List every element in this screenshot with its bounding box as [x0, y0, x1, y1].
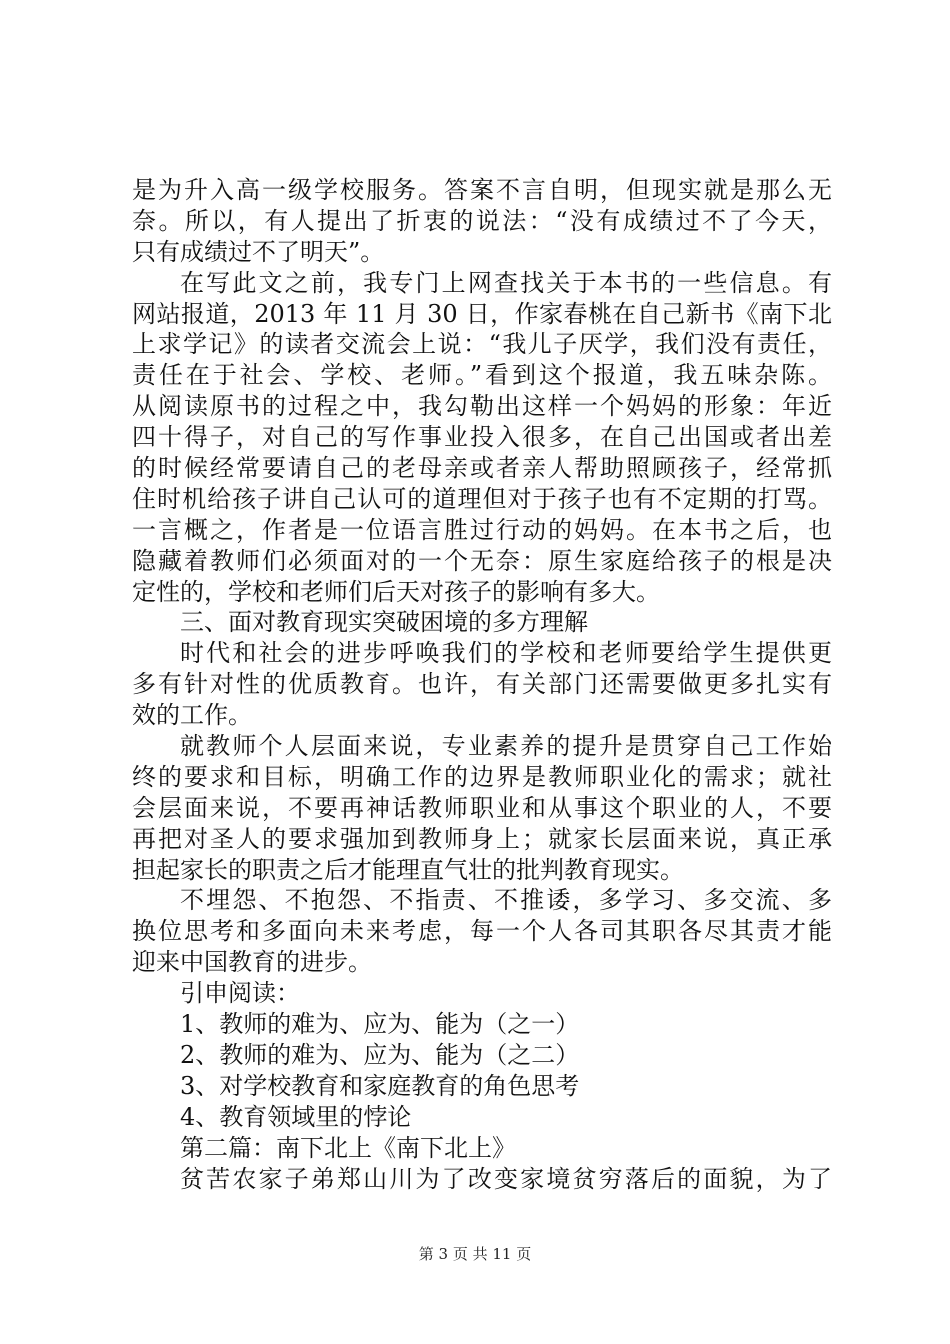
text-line: 一言概之，作者是一位语言胜过行动的妈妈。在本书之后，也 — [132, 515, 832, 544]
text-line: 定性的，学校和老师们后天对孩子的影响有多大。 — [132, 577, 660, 606]
text-line: 效的工作。 — [132, 701, 252, 730]
text-line: 不埋怨、不抱怨、不指责、不推诿，多学习、多交流、多 — [180, 886, 832, 915]
text-line: 上求学记》的读者交流会上说：“我儿子厌学，我们没有责任， — [132, 330, 832, 359]
page-footer: 第 3 页 共 11 页 — [418, 1245, 532, 1263]
text-line: 就教师个人层面来说，专业素养的提升是贯穿自己工作始 — [180, 732, 832, 761]
text-line: 的时候经常要请自己的老母亲或者亲人帮助照顾孩子，经常抓 — [132, 454, 832, 483]
text-line: 网站报道，2013 年 11 月 30 日，作家春桃在自己新书《南下北 — [132, 299, 832, 328]
text-line: 责任在于社会、学校、老师。”看到这个报道，我五味杂陈。 — [132, 361, 832, 390]
section-heading: 三、面对教育现实突破困境的多方理解 — [180, 608, 588, 637]
text-line: 隐藏着教师们必须面对的一个无奈：原生家庭给孩子的根是决 — [132, 546, 832, 575]
text-line: 奈。所以，有人提出了折衷的说法：“没有成绩过不了今天， — [132, 206, 832, 235]
text-line: 会层面来说，不要再神话教师职业和从事这个职业的人，不要 — [132, 793, 832, 822]
reading-list-item: 2、教师的难为、应为、能为（之二） — [180, 1040, 580, 1069]
text-line: 迎来中国教育的进步。 — [132, 948, 372, 977]
text-line: 是为升入高一级学校服务。答案不言自明，但现实就是那么无 — [132, 176, 832, 204]
text-line: 担起家长的职责之后才能理直气壮的批判教育现实。 — [132, 855, 684, 884]
article-title: 第二篇：南下北上《南下北上》 — [180, 1133, 516, 1162]
text-line: 再把对圣人的要求强加到教师身上；就家长层面来说，真正承 — [132, 824, 832, 853]
reading-list-heading: 引申阅读： — [180, 979, 300, 1008]
text-line: 换位思考和多面向未来考虑，每一个人各司其职各尽其责才能 — [132, 917, 832, 946]
document-body — [132, 175, 832, 1194]
text-line: 四十得子，对自己的写作事业投入很多，在自己出国或者出差 — [132, 423, 832, 452]
reading-list-item: 4、教育领域里的悖论 — [180, 1102, 412, 1131]
text-line: 只有成绩过不了明天”。 — [132, 237, 385, 266]
text-line: 时代和社会的进步呼唤我们的学校和老师要给学生提供更 — [180, 639, 832, 668]
reading-list-item: 3、对学校教育和家庭教育的角色思考 — [180, 1071, 580, 1100]
text-line: 住时机给孩子讲自己认可的道理但对于孩子也有不定期的打骂。 — [132, 484, 832, 513]
text-line: 在写此文之前，我专门上网查找关于本书的一些信息。有 — [180, 268, 832, 297]
text-line: 从阅读原书的过程之中，我勾勒出这样一个妈妈的形象：年近 — [132, 392, 832, 421]
text-line: 多有针对性的优质教育。也许，有关部门还需要做更多扎实有 — [132, 670, 832, 699]
text-line: 终的要求和目标，明确工作的边界是教师职业化的需求；就社 — [132, 762, 832, 791]
reading-list-item: 1、教师的难为、应为、能为（之一） — [180, 1010, 580, 1039]
text-line: 贫苦农家子弟郑山川为了改变家境贫穷落后的面貌，为了 — [180, 1164, 832, 1193]
